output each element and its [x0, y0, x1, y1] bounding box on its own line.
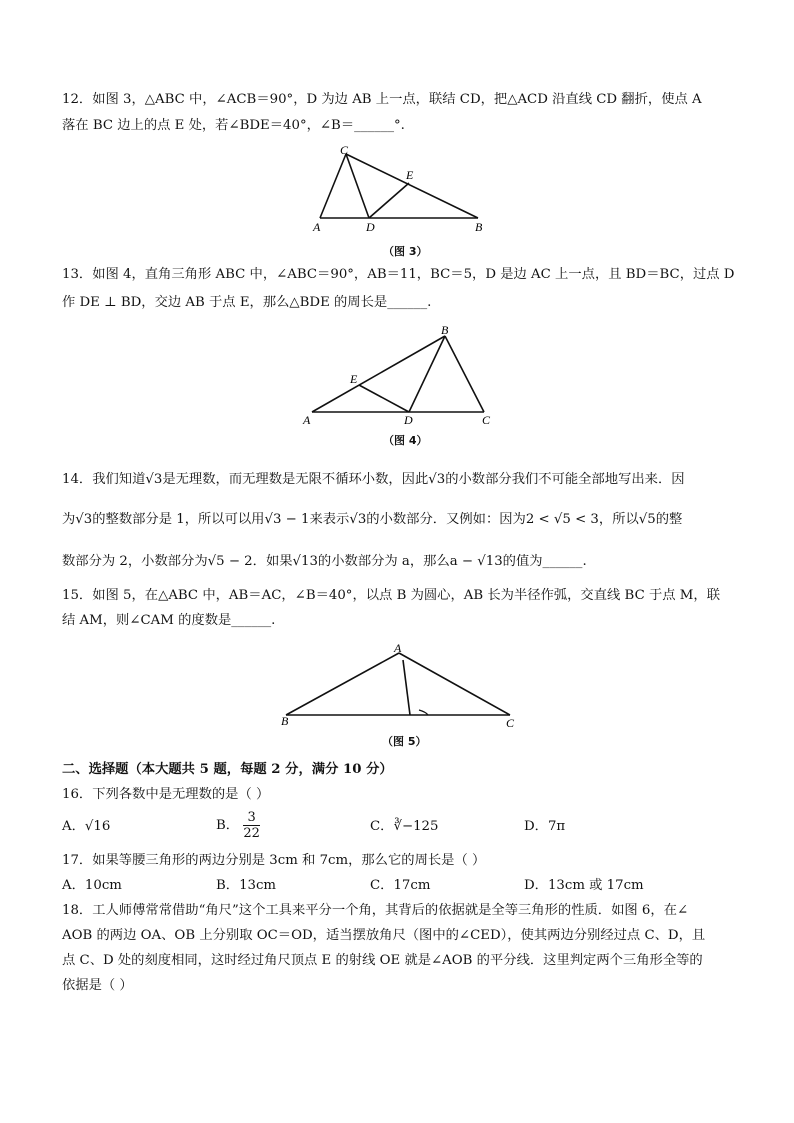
fig5-segment-ac: [399, 653, 510, 715]
fig3-label-c: C: [340, 143, 349, 157]
q16-option-b-fraction: [243, 810, 260, 841]
fig3-label-a: A: [313, 220, 321, 234]
q18-line-2: AOB 的两边 OA、OB 上分别取 OC＝OD，适当摆放角尺（图中的∠CED），使其两边分别经过点 C、D，且: [62, 928, 706, 943]
fig3-label-b: B: [475, 220, 483, 234]
q16-option-a: A．√16: [62, 819, 111, 834]
fig4-segment-ab: [312, 336, 445, 412]
q15-line-1: 15．如图 5，在△ABC 中，AB＝AC，∠B＝40°，以点 B 为圆心，AB 长为半径作弧，交直线 BC 于点 M，联: [62, 588, 720, 603]
q17-option-d: D．13cm 或 17cm: [524, 878, 644, 893]
fig3-segment-de: [369, 183, 409, 218]
section-2-heading: 二、选择题（本大题共 5 题，每题 2 分，满分 10 分）: [62, 762, 393, 777]
q18-line-1: 18．工人师傅常常借助“角尺”这个工具来平分一个角，其背后的依据就是全等三角形的性质．如图 6，在∠: [62, 903, 689, 918]
fig4-segment-bd: [409, 336, 445, 412]
fig4-segment-de: [359, 385, 409, 412]
q16-option-b: [216, 810, 260, 841]
q15-line-2: 结 AM，则∠CAM 的度数是______.: [62, 613, 276, 628]
figure-5-caption: （图 5）: [382, 735, 427, 748]
figure-4: [298, 322, 498, 427]
q17-option-b: B．13cm: [216, 878, 277, 893]
q17-option-c: C．17cm: [370, 878, 431, 893]
fig3-label-e: E: [406, 168, 414, 182]
q16-option-d: D．7π: [524, 819, 566, 834]
fig4-segment-bc: [445, 336, 484, 412]
fig4-label-e: E: [350, 372, 358, 386]
figure-5: [278, 642, 523, 732]
q17-stem: 17．如果等腰三角形的两边分别是 3cm 和 7cm，那么它的周长是（ ）: [62, 853, 486, 868]
q12-line-1: 12．如图 3，△ABC 中，∠ACB＝90°，D 为边 AB 上一点，联结 CD，把△ACD 沿直线 CD 翻折，使点 A: [62, 92, 702, 107]
q14-line-3: 数部分为 2，小数部分为√5 − 2．如果√13的小数部分为 a，那么a − √13的值为______.: [62, 554, 587, 569]
fig5-segment-ab: [286, 653, 399, 715]
fig4-label-d: D: [404, 413, 413, 427]
q17-option-a: A．10cm: [62, 878, 122, 893]
q16-option-b-denominator: 22: [243, 826, 260, 841]
fig5-label-c: C: [506, 716, 515, 730]
q16-option-c: C．∛−125: [370, 819, 439, 834]
q14-line-2: 为√3的整数部分是 1，所以可以用√3 − 1来表示√3的小数部分．又例如：因为2 < √5 < 3，所以√5的整: [62, 512, 683, 527]
q16-option-b-numerator: 3: [243, 810, 260, 826]
fig3-segment-ac: [320, 154, 346, 218]
q13-line-1: 13．如图 4，直角三角形 ABC 中，∠ABC＝90°，AB＝11，BC＝5，D 是边 AC 上一点，且 BD＝BC，过点 D: [62, 267, 735, 282]
fig5-label-a: A: [394, 642, 402, 655]
fig4-label-c: C: [482, 413, 491, 427]
fig3-label-d: D: [366, 220, 375, 234]
fig5-segment-am: [403, 660, 410, 715]
figure-3: [308, 142, 498, 237]
q18-line-4: 依据是（ ）: [62, 978, 133, 993]
q16-option-b-prefix: B．: [216, 818, 240, 833]
fig4-label-b: B: [441, 323, 449, 337]
figure-4-caption: （图 4）: [383, 434, 428, 447]
fig4-label-a: A: [303, 413, 311, 427]
q13-line-2: 作 DE ⊥ BD，交边 AB 于点 E，那么△BDE 的周长是______.: [62, 295, 432, 310]
figure-3-caption: （图 3）: [383, 245, 428, 258]
fig5-label-b: B: [281, 714, 289, 728]
q18-line-3: 点 C、D 处的刻度相同，这时经过角尺顶点 E 的射线 OE 就是∠AOB 的平分线．这里判定两个三角形全等的: [62, 953, 703, 968]
q14-line-1: 14．我们知道√3是无理数，而无理数是无限不循环小数，因此√3的小数部分我们不可能全部地写出来．因: [62, 472, 685, 487]
q16-stem: 16．下列各数中是无理数的是（ ）: [62, 787, 270, 802]
q12-line-2: 落在 BC 边上的点 E 处，若∠BDE＝40°，∠B＝______°.: [62, 118, 405, 133]
